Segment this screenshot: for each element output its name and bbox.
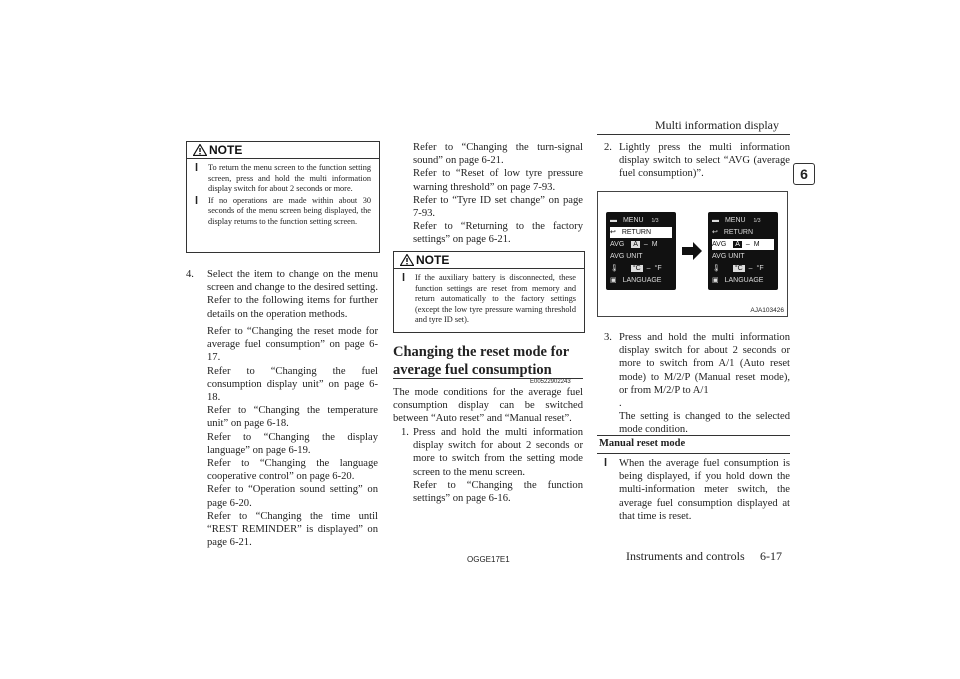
note-item: l To return the menu screen to the function setting screen, press and hold the multi information display switch for about 2 seconds or more. bbox=[195, 162, 371, 193]
temp-row: 🌡 °C – °F bbox=[712, 265, 764, 272]
step-result: The setting is changed to the selected mode condition. bbox=[619, 411, 790, 436]
reference-item: Refer to “Returning to the factory settings” on page 6-21. bbox=[413, 221, 583, 246]
bullet-item bbox=[604, 457, 790, 523]
reference-item: Refer to “Tyre ID set change” on page 7-93. bbox=[413, 194, 583, 220]
language-row: ▣ LANGUAGE bbox=[712, 277, 764, 284]
temp-row: 🌡 °C – °F bbox=[610, 265, 662, 272]
footer-chapter: Instruments and controls bbox=[626, 549, 745, 563]
reference-list bbox=[207, 325, 378, 549]
chapter-tab: 6 bbox=[793, 163, 815, 185]
reference-list bbox=[413, 141, 583, 247]
footer-code: OGGE17E1 bbox=[467, 555, 510, 564]
note-item: l If the auxiliary battery is disconnected, these function settings are reset from memory and return automatically to the factory settings (except the low tyre pressure warning threshold and tyre ID set). bbox=[402, 272, 576, 324]
reference-item: Refer to “Operation sound setting” on page 6-20. bbox=[207, 484, 378, 509]
figure-code: AJA103426 bbox=[750, 307, 784, 314]
step-dot: . bbox=[619, 398, 622, 410]
menu-icon: ▬ bbox=[712, 217, 719, 224]
language-icon: ▣ bbox=[712, 277, 719, 284]
reference-item: Refer to “Reset of low tyre pressure warning threshold” on page 7-93. bbox=[413, 168, 583, 193]
section-code: E00522902243 bbox=[530, 379, 571, 385]
note-box-1 bbox=[186, 141, 380, 253]
bullet-icon: l bbox=[604, 457, 608, 469]
note-header bbox=[394, 252, 584, 269]
reference-item: Refer to “Changing the function settings” on page 6-16. bbox=[413, 479, 583, 505]
return-icon: ↩ bbox=[610, 229, 616, 236]
reference-item: Refer to “Changing the fuel consumption display unit” on page 6-18. bbox=[207, 365, 378, 404]
step-text: Press and hold the multi information display switch for about 2 seconds or more to switch from the setting mode screen to the menu screen. bbox=[413, 427, 583, 478]
menu-row: ▬ MENU 1/3 bbox=[712, 217, 761, 224]
step-number: 3. bbox=[604, 332, 612, 343]
menu-icon: ▬ bbox=[610, 217, 617, 224]
avg-row: AVG A – M bbox=[712, 239, 774, 250]
step-block bbox=[413, 426, 583, 505]
note-title: NOTE bbox=[416, 253, 450, 267]
language-icon: ▣ bbox=[610, 277, 617, 284]
display-screen-before bbox=[606, 212, 676, 290]
arrow-right-icon bbox=[682, 242, 702, 260]
page-number: 6-17 bbox=[760, 549, 782, 563]
display-screen-after bbox=[708, 212, 778, 290]
step-number: 4. bbox=[186, 269, 194, 280]
step-number: 2. bbox=[604, 142, 612, 153]
bullet-text: When the average fuel consumption is being displayed, if you hold down the multi-information meter switch, the average fuel consumption displayed at that time is reset. bbox=[619, 458, 790, 522]
reference-item: Refer to “Changing the time until “REST REMINDER” is displayed” on page 6-21. bbox=[207, 510, 378, 549]
intro-text: The mode conditions for the average fuel consumption display can be switched between “Auto reset” and “Manual reset”. bbox=[393, 387, 583, 425]
reference-item: Refer to “Changing the turn-signal sound” on page 6-21. bbox=[413, 142, 583, 167]
step-text: Select the item to change on the menu screen and change to the desired setting. Refer to the following items for further details on the operation methods. bbox=[207, 269, 378, 320]
thermometer-icon: 🌡 bbox=[610, 265, 619, 272]
warning-icon bbox=[193, 144, 207, 156]
avg-row: AVG A – M bbox=[610, 241, 658, 248]
display-figure bbox=[597, 191, 788, 317]
reference-item: Refer to “Changing the language cooperative control” on page 6-20. bbox=[207, 458, 378, 483]
return-row: ↩ RETURN bbox=[712, 229, 753, 236]
note-list bbox=[394, 269, 584, 331]
menu-row: ▬ MENU 1/3 bbox=[610, 217, 659, 224]
section-title: Multi information display bbox=[655, 118, 779, 132]
header-rule bbox=[597, 134, 790, 135]
warning-icon bbox=[400, 254, 414, 266]
section-heading: Changing the reset mode for average fuel consumption bbox=[393, 344, 569, 378]
subsection-title: Manual reset mode bbox=[599, 438, 686, 449]
avg-unit-row: AVG UNIT bbox=[610, 253, 643, 260]
step-number: 1. bbox=[401, 427, 409, 438]
note-item: l If no operations are made within about 30 seconds of the menu screen being displayed, the display returns to the function setting screen. bbox=[195, 194, 371, 226]
avg-unit-row: AVG UNIT bbox=[712, 253, 745, 260]
language-row: ▣ LANGUAGE bbox=[610, 277, 662, 284]
reference-item: Refer to “Changing the display language” on page 6-19. bbox=[207, 431, 378, 456]
subsection-header bbox=[597, 435, 790, 454]
step-text: Lightly press the multi information display switch to select “AVG (average fuel consumption)”. bbox=[619, 142, 790, 180]
note-header bbox=[187, 142, 379, 159]
step-block bbox=[619, 331, 790, 437]
note-list bbox=[187, 159, 379, 232]
reference-item: Refer to “Changing the temperature unit” on page 6-18. bbox=[207, 405, 378, 430]
return-icon: ↩ bbox=[712, 229, 718, 236]
reference-item: Refer to “Changing the reset mode for average fuel consumption” on page 6-17. bbox=[207, 326, 378, 364]
thermometer-icon: 🌡 bbox=[712, 265, 721, 272]
note-box-2 bbox=[393, 251, 585, 333]
return-row: ↩ RETURN bbox=[610, 227, 672, 238]
note-title: NOTE bbox=[209, 143, 243, 157]
step-text: Press and hold the multi information display switch for about 2 seconds or more to switch from A/1 (Auto reset mode) to M/2/P (Manual reset mode), or from M/2/P to A/1 bbox=[619, 332, 790, 396]
